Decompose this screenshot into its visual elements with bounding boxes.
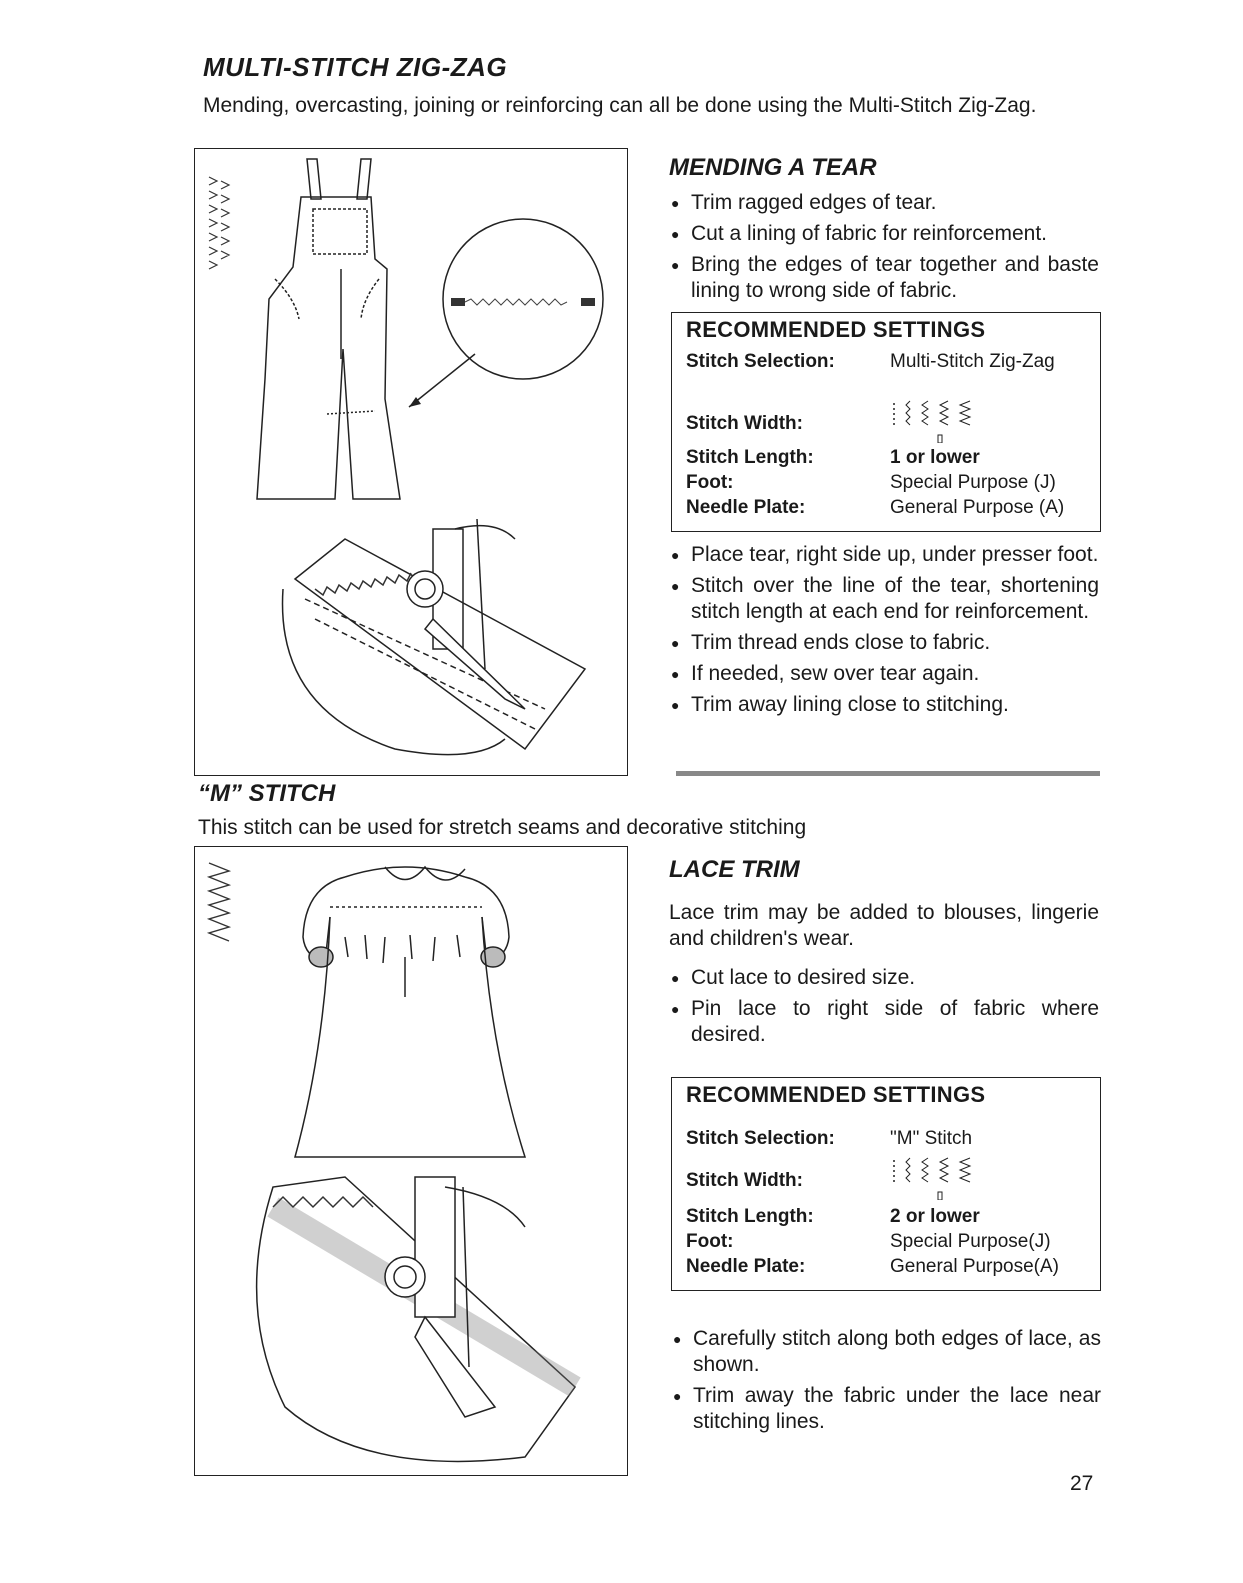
needle-plate-value: General Purpose(A) xyxy=(890,1256,1059,1277)
list-item: ● Trim away the fabric under the lace near stitching lines. xyxy=(673,1384,1101,1433)
dress-drawing xyxy=(295,867,525,1157)
stitch-selection-value: "M" Stitch xyxy=(890,1128,973,1149)
lace-steps-before xyxy=(669,965,1099,1053)
needle-plate-label: Needle Plate: xyxy=(686,497,806,518)
mending-steps-before xyxy=(669,190,1099,309)
presser-foot-mending-drawing xyxy=(283,519,586,755)
m-stitch-icon xyxy=(209,863,229,941)
stitch-length-value: 1 or lower xyxy=(890,447,980,468)
stitch-length-value: 2 or lower xyxy=(890,1206,980,1227)
foot-value: Special Purpose(J) xyxy=(890,1231,1051,1252)
stitch-width-icon xyxy=(890,397,1086,450)
list-item: ● Carefully stitch along both edges of lace, as shown. xyxy=(673,1327,1101,1376)
list-item: ● Trim thread ends close to fabric. xyxy=(671,631,991,654)
overalls-and-presser-foot-drawing xyxy=(195,149,627,775)
stitch-length-label: Stitch Length: xyxy=(686,1206,814,1227)
lace-heading: LACE TRIM xyxy=(669,856,800,883)
page-title: MULTI-STITCH ZIG-ZAG xyxy=(203,52,508,82)
list-item: ● Bring the edges of tear together and baste lining to wrong side of fabric. xyxy=(671,253,1099,302)
foot-value: Special Purpose (J) xyxy=(890,472,1056,493)
multi-stitch-zigzag-icon xyxy=(209,177,229,269)
list-item: ● Cut a lining of fabric for reinforcement. xyxy=(671,222,1047,245)
page-number: 27 xyxy=(1070,1472,1094,1495)
mending-illustration xyxy=(194,148,628,776)
stitch-selection-value: Multi-Stitch Zig-Zag xyxy=(890,351,1055,372)
mending-steps-after xyxy=(669,542,1099,723)
lace-intro: Lace trim may be added to blouses, lingerie and children's wear. xyxy=(669,901,1099,950)
dress-and-lace-drawing xyxy=(195,847,627,1475)
needle-plate-value: General Purpose (A) xyxy=(890,497,1065,518)
overalls-drawing xyxy=(257,159,400,499)
settings-heading: RECOMMENDED SETTINGS xyxy=(686,317,986,342)
lace-illustration xyxy=(194,846,628,1476)
stitch-selection-label: Stitch Selection: xyxy=(686,351,835,372)
settings-heading: RECOMMENDED SETTINGS xyxy=(686,1082,986,1107)
list-item: ● Cut lace to desired size. xyxy=(671,966,916,989)
presser-foot-lace-drawing xyxy=(257,1177,575,1461)
list-item: ● Place tear, right side up, under presser foot. xyxy=(671,543,1099,566)
lace-steps-after xyxy=(671,1326,1101,1440)
foot-label: Foot: xyxy=(686,1231,734,1252)
m-stitch-intro: This stitch can be used for stretch seams and decorative stitching xyxy=(198,816,807,839)
lace-settings-box xyxy=(671,1077,1101,1291)
list-item: ● Stitch over the line of the tear, shortening stitch length at each end for reinforcement. xyxy=(671,574,1099,623)
stitch-width-icon xyxy=(890,1154,1086,1207)
mending-settings-box xyxy=(671,312,1101,532)
intro-text: Mending, overcasting, joining or reinforcing can all be done using the Multi-Stitch Zig-Zag. xyxy=(203,94,1037,117)
list-item: ● Trim ragged edges of tear. xyxy=(671,191,937,214)
mending-heading: MENDING A TEAR xyxy=(669,154,877,181)
stitch-selection-label: Stitch Selection: xyxy=(686,1128,835,1149)
stitch-width-label: Stitch Width: xyxy=(686,412,803,434)
needle-plate-label: Needle Plate: xyxy=(686,1256,806,1277)
section-divider xyxy=(676,771,1100,776)
list-item: ● Pin lace to right side of fabric where desired. xyxy=(671,997,1099,1046)
m-stitch-title: “M” STITCH xyxy=(198,780,336,807)
stitch-length-label: Stitch Length: xyxy=(686,447,814,468)
list-item: ● Trim away lining close to stitching. xyxy=(671,693,1009,716)
list-item: ● If needed, sew over tear again. xyxy=(671,662,980,685)
stitch-width-label: Stitch Width: xyxy=(686,1169,803,1191)
foot-label: Foot: xyxy=(686,472,734,493)
